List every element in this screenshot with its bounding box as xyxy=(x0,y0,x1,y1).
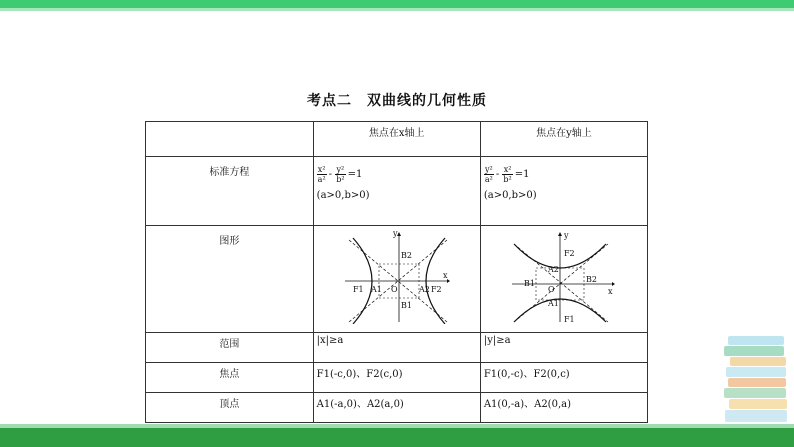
vertex-y: A1(0,-a)、A2(0,a) xyxy=(480,393,647,423)
label-f2: F2 xyxy=(430,285,442,294)
table-row-figure xyxy=(146,226,648,333)
label-f1: F1 xyxy=(563,315,575,324)
header-x-axis: 焦点在x轴上 xyxy=(313,122,480,157)
vertex-x: A1(-a,0)、A2(a,0) xyxy=(313,393,480,423)
label-a2: A2 xyxy=(547,265,559,274)
equation-y: $\frac{\text{y²}}{\text{a²}}$ - $\frac{\text{x²}}{\text{b²}}$ =1 xyxy=(484,165,530,184)
label-o: O xyxy=(547,285,555,294)
row-label-range: 范围 xyxy=(146,333,314,363)
label-b1: B1 xyxy=(523,279,535,288)
label-a1: A1 xyxy=(547,299,559,308)
equation-x: $\frac{\text{x²}}{\text{a²}}$ - $\frac{\text{y²}}{\text{b²}}$ =1 xyxy=(317,165,363,184)
table-row-vertex xyxy=(146,393,648,423)
condition-x: (a>0,b>0) xyxy=(316,190,370,201)
x-axis-arrow xyxy=(612,282,615,286)
fraction-x2-b2: $\frac{\text{x²}}{\text{b²}}$ xyxy=(503,165,512,184)
table-row-equation xyxy=(146,157,648,226)
equation-y-cell xyxy=(480,157,647,226)
label-y: y xyxy=(563,231,569,240)
range-y: |y|≥a xyxy=(480,333,647,363)
figure-x-cell xyxy=(313,226,480,333)
hyperbola-x-axis-graph xyxy=(343,230,451,324)
books-decoration-icon xyxy=(724,334,790,424)
fraction-x2-a2: $\frac{\text{x²}}{\text{a²}}$ xyxy=(317,165,326,184)
label-b2: B2 xyxy=(585,275,597,284)
y-axis-arrow xyxy=(558,232,562,236)
label-b1: B1 xyxy=(400,301,412,310)
focus-y: F1(0,-c)、F2(0,c) xyxy=(480,363,647,393)
table-header-row xyxy=(146,122,648,157)
header-blank-cell xyxy=(146,122,314,157)
range-x: |x|≥a xyxy=(313,333,480,363)
row-label-equation: 标准方程 xyxy=(146,157,314,226)
fraction-y2-a2: $\frac{\text{y²}}{\text{a²}}$ xyxy=(484,165,493,184)
condition-y: (a>0,b>0) xyxy=(483,190,537,201)
table-row-range xyxy=(146,333,648,363)
focus-x: F1(-c,0)、F2(c,0) xyxy=(313,363,480,393)
label-x: x xyxy=(607,287,613,296)
top-accent-stripe xyxy=(0,8,794,11)
hyperbola-properties-table xyxy=(145,121,648,423)
row-label-figure: 图形 xyxy=(146,226,314,333)
label-b2: B2 xyxy=(400,251,412,260)
label-y: y xyxy=(392,230,398,238)
hyperbola-y-axis-graph xyxy=(510,230,618,324)
label-f1: F1 xyxy=(352,285,364,294)
table-row-focus xyxy=(146,363,648,393)
top-accent-bar xyxy=(0,0,794,8)
label-o: O xyxy=(390,285,398,294)
label-f2: F2 xyxy=(563,249,575,258)
label-x: x xyxy=(442,271,448,280)
equation-x-cell xyxy=(313,157,480,226)
row-label-focus: 焦点 xyxy=(146,363,314,393)
page-title: 考点二 双曲线的几何性质 xyxy=(307,93,487,109)
label-a1: A1 xyxy=(370,285,382,294)
label-a2: A2 xyxy=(418,285,430,294)
figure-y-cell xyxy=(480,226,647,333)
header-y-axis: 焦点在y轴上 xyxy=(480,122,647,157)
row-label-vertex: 顶点 xyxy=(146,393,314,423)
bottom-accent-bar xyxy=(0,428,794,447)
fraction-y2-b2: $\frac{\text{y²}}{\text{b²}}$ xyxy=(336,165,345,184)
y-axis-arrow xyxy=(397,232,401,236)
